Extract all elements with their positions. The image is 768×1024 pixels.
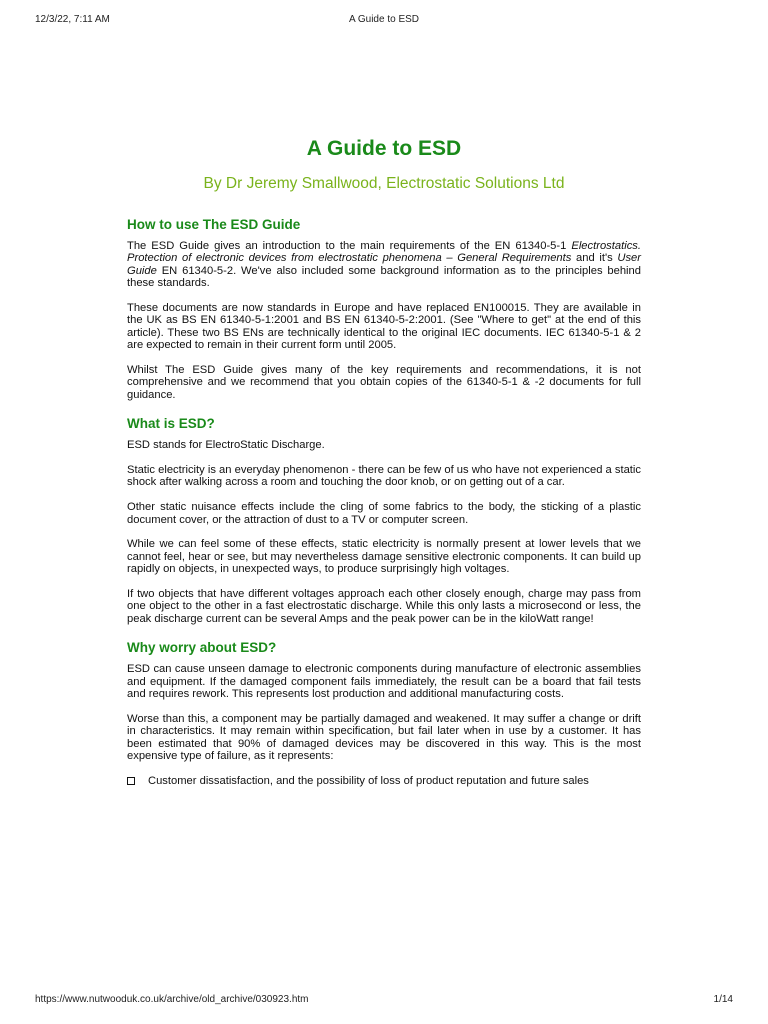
paragraph: While we can feel some of these effects, static electricity is normally present at lower levels that we cannot feel, hear or see, but may nevertheless damage sensitive electronic components. It can build up rapidly on objects, in unexpected ways, to produce surprisingly high voltages. [127,538,641,576]
paragraph: Other static nuisance effects include the cling of some fabrics to the body, the sticking of a plastic document cover, or the attraction of dust to a TV or computer screen. [127,501,641,526]
document-subtitle: By Dr Jeremy Smallwood, Electrostatic Solutions Ltd [203,175,565,192]
paragraph: ESD can cause unseen damage to electronic components during manufacture of electronic assemblies and equipment. If the damaged component fails immediately, the result can be a board that fail tests and requires rework. This represents lost production and additional manufacturing costs. [127,663,641,701]
list-item-text: Customer dissatisfaction, and the possibility of loss of product reputation and future sales [148,774,589,787]
paragraph: Whilst The ESD Guide gives many of the key requirements and recommendations, it is not comprehensive and we recommend that you obtain copies of the 61340-5-1 & -2 documents for full guidance. [127,364,641,401]
bullet-list [127,775,641,787]
page-number: 1/14 [713,994,733,1005]
checkbox-bullet-icon [127,777,135,785]
print-footer [35,994,733,1008]
italic-text-run: User Guide [127,252,641,277]
section-why-worry [127,639,641,787]
print-datetime: 12/3/22, 7:11 AM [35,14,110,25]
section-heading: What is ESD? [127,416,215,432]
section-heading: Why worry about ESD? [127,640,277,656]
paragraph: Static electricity is an everyday phenomenon - there can be few of us who have not experienced a static shock after walking across a room and touching the door knob, or on getting out of a car. [127,464,641,489]
document-body [127,136,641,787]
page-url: https://www.nutwooduk.co.uk/archive/old_archive/030923.htm [35,994,309,1005]
text-run: The ESD Guide gives an introduction to the main requirements of the EN 61340-5-1 [127,240,572,252]
print-page-title: A Guide to ESD [348,14,420,25]
document-title: A Guide to ESD [306,137,462,160]
paragraph: These documents are now standards in Europe and have replaced EN100015. They are available in the UK as BS EN 61340-5-1:2001 and BS EN 61340-5-2:2001. (See "Where to get" at the end of this article). These two BS ENs are technically identical to the original IEC documents. IEC 61340-5-1 & 2 are expected to remain in their current form until 2005. [127,302,641,352]
section-heading: How to use The ESD Guide [127,217,301,232]
text-run: and it's [571,252,618,265]
paragraph: Worse than this, a component may be partially damaged and weakened. It may suffer a change or drift in characteristics. It may remain within specification, but fail later when in use by a customer. It has been estimated that 90% of damaged devices may be discovered in this way. This is the most expensive type of failure, as it represents: [127,712,641,763]
paragraph [127,240,641,290]
italic-text-run: Electrostatics. Protection of electronic devices from electrostatic phenomena – General Requirements [127,240,641,265]
section-what-is-esd [127,415,641,625]
text-run: EN 61340-5-2. We've also included some background information as to the principles behind these standards. [127,264,641,290]
print-header [35,14,733,28]
paragraph: ESD stands for ElectroStatic Discharge. [127,439,325,452]
section-how-to-use [127,216,641,401]
paragraph: If two objects that have different voltages approach each other closely enough, charge may pass from one object to the other in a fast electrostatic discharge. While this only lasts a microsecond or less, the peak discharge current can be several Amps and the peak power can be in the kiloWatt range! [127,588,641,625]
list-item [127,775,641,787]
